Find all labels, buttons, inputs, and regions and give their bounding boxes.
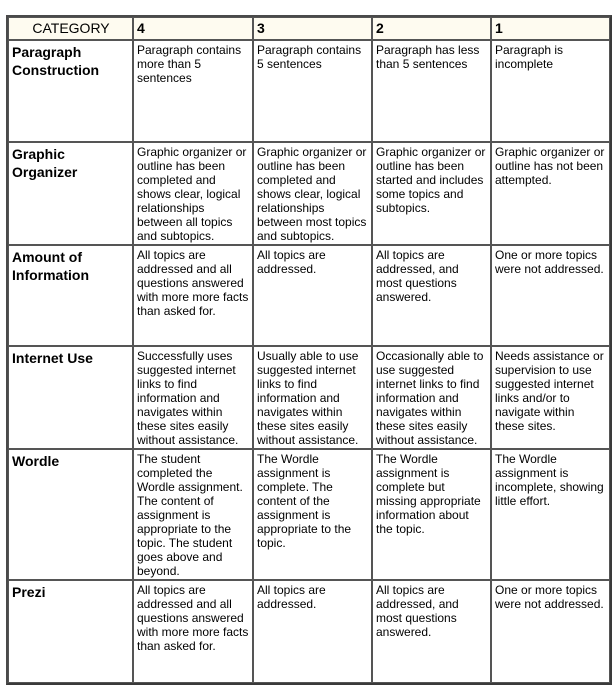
cell-score-3: Graphic organizer or outline has been completed and shows clear, logical relationships between most topics and subtopics.	[253, 142, 372, 245]
cell-score-3: Paragraph contains 5 sentences	[253, 40, 372, 142]
cell-score-1: One or more topics were not addressed.	[491, 245, 610, 346]
header-category: CATEGORY	[8, 17, 133, 40]
table-row-internet-use	[8, 346, 610, 449]
header-score-3: 3	[253, 17, 372, 40]
cell-score-3: Usually able to use suggested internet links to find information and navigates within these sites easily without assistance.	[253, 346, 372, 449]
cell-score-4: Paragraph contains more than 5 sentences	[133, 40, 253, 142]
header-score-4: 4	[133, 17, 253, 40]
row-category: Amount of Information	[8, 245, 133, 346]
cell-score-2: All topics are addressed, and most questions answered.	[372, 245, 491, 346]
cell-score-3: All topics are addressed.	[253, 580, 372, 683]
table-row-graphic-organizer	[8, 142, 610, 245]
cell-score-4: Graphic organizer or outline has been completed and shows clear, logical relationships between all topics and subtopics.	[133, 142, 253, 245]
cell-score-1: One or more topics were not addressed.	[491, 580, 610, 683]
cell-score-4: Successfully uses suggested internet links to find information and navigates within these sites easily without assistance.	[133, 346, 253, 449]
row-category: Internet Use	[8, 346, 133, 449]
table-row-paragraph-construction	[8, 40, 610, 142]
cell-score-2: All topics are addressed, and most questions answered.	[372, 580, 491, 683]
cell-score-2: The Wordle assignment is complete but missing appropriate information about the topic.	[372, 449, 491, 580]
cell-score-2: Paragraph has less than 5 sentences	[372, 40, 491, 142]
row-category: Prezi	[8, 580, 133, 683]
cell-score-3: The Wordle assignment is complete. The content of the assignment is appropriate to the topic.	[253, 449, 372, 580]
cell-score-3: All topics are addressed.	[253, 245, 372, 346]
row-category: Graphic Organizer	[8, 142, 133, 245]
table-row-amount-of-information	[8, 245, 610, 346]
row-category: Paragraph Construction	[8, 40, 133, 142]
cell-score-4: All topics are addressed and all questions answered with more more facts than asked for.	[133, 580, 253, 683]
header-score-2: 2	[372, 17, 491, 40]
row-category: Wordle	[8, 449, 133, 580]
cell-score-1: Graphic organizer or outline has not been attempted.	[491, 142, 610, 245]
cell-score-2: Occasionally able to use suggested internet links to find information and navigates within these sites easily without assistance.	[372, 346, 491, 449]
table-row-wordle	[8, 449, 610, 580]
cell-score-1: Paragraph is incomplete	[491, 40, 610, 142]
cell-score-1: The Wordle assignment is incomplete, showing little effort.	[491, 449, 610, 580]
cell-score-1: Needs assistance or supervision to use suggested internet links and/or to navigate within these sites.	[491, 346, 610, 449]
header-score-1: 1	[491, 17, 610, 40]
rubric-table	[6, 15, 612, 685]
header-row	[8, 17, 610, 40]
cell-score-4: All topics are addressed and all questions answered with more more facts than asked for.	[133, 245, 253, 346]
cell-score-2: Graphic organizer or outline has been started and includes some topics and subtopics.	[372, 142, 491, 245]
table-row-prezi	[8, 580, 610, 683]
cell-score-4: The student completed the Wordle assignment. The content of assignment is appropriate to the topic. The student goes above and beyond.	[133, 449, 253, 580]
